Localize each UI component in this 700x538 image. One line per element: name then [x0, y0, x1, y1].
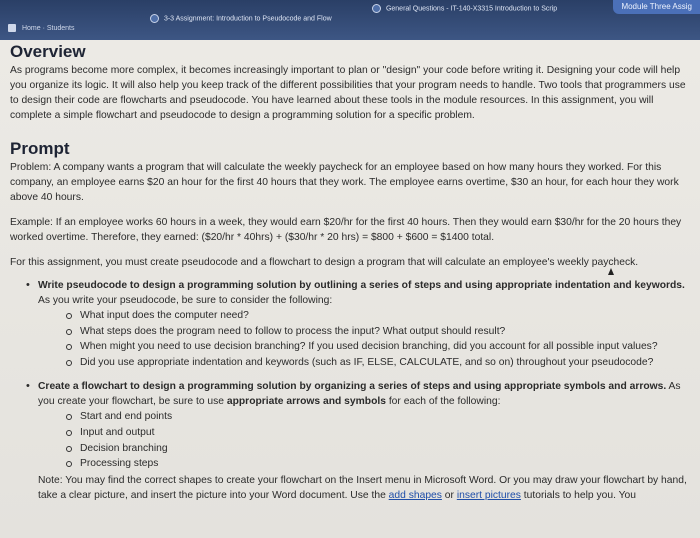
assignment-content [0, 40, 700, 538]
list-item [66, 324, 690, 340]
bullet-icon: • [26, 279, 30, 291]
module-tab-questions[interactable] [372, 4, 557, 13]
bullet-icon: • [26, 380, 30, 393]
task-flowchart-desc: As you create your flowchart, be sure to use [38, 381, 681, 408]
pseudocode-considerations [38, 308, 690, 370]
list-item-text: Input and output [80, 426, 155, 438]
task-flowchart-title: Create a flowchart to design a programming solution by organizing a series of steps and using appropriate symbols and arrows. [38, 381, 667, 393]
list-item [66, 441, 690, 457]
module-tab-assignment[interactable] [150, 14, 332, 23]
example-text: Example: If an employee works 60 hours in a week, they would earn $20/hr for the first 40 hours. Then they would earn $30/hr for the 20 hours they worked overtime. Therefore, they earned: ($20/hr * 40hrs) + ($30/hr * 20 hrs) = $800 + $600 = $1400 total. [10, 217, 682, 243]
list-item [66, 308, 690, 324]
task-flowchart [10, 379, 690, 471]
list-item [66, 456, 690, 472]
note-or: or [441, 489, 457, 501]
note-text-end: tutorials to help you. You [520, 489, 636, 501]
top-navigation-bar [0, 0, 700, 40]
overview-text: As programs become more complex, it becomes increasingly important to plan or "design" your code before writing it. Designing your code will help you organize its logic. It will also help you keep track of the different possibilities that your program needs to handle. Two tools that programmers use to design their code are flowcharts and pseudocode. You have learned about these tools in the module resources. In this assignment, you will complete a simple flowchart and pseudocode to design a programming solution for a specific problem. [10, 65, 686, 121]
breadcrumb-home[interactable]: Home [21, 24, 41, 32]
list-item-text: What steps does the program need to follow to process the input? What output should result? [80, 325, 506, 337]
flowchart-elements [38, 409, 690, 471]
module-tab-assignment-label: 3-3 Assignment: Introduction to Pseudocode and Flow [163, 15, 332, 23]
breadcrumb-separator: · [42, 24, 47, 32]
circle-bullet-icon [66, 360, 72, 366]
circle-bullet-icon [66, 414, 72, 420]
circle-bullet-icon [66, 446, 72, 452]
list-item [66, 425, 690, 441]
circle-bullet-icon [66, 344, 72, 350]
list-item-text: Did you use appropriate indentation and keywords (such as IF, ELSE, CALCULATE, and so on) throughout your pseudocode? [80, 356, 654, 368]
task-pseudocode-desc: As you write your pseudocode, be sure to consider the following: [38, 295, 333, 306]
overview-heading: Overview [10, 42, 86, 61]
list-item-text: What input does the computer need? [80, 310, 249, 321]
task-flowchart-emphasis: appropriate arrows and symbols [226, 396, 386, 408]
circle-bullet-icon [66, 313, 72, 319]
list-item [66, 339, 690, 355]
home-icon[interactable] [8, 24, 16, 32]
list-item-text: Start and end points [80, 411, 173, 423]
list-item-text: Decision branching [80, 442, 168, 454]
insert-pictures-link[interactable]: insert pictures [456, 489, 521, 501]
task-pseudocode-title: Write pseudocode to design a programming solution by outlining a series of steps and using appropriate indentation and keywords. [38, 280, 685, 291]
list-item [66, 355, 690, 371]
flowchart-note [10, 473, 690, 503]
task-pseudocode [10, 278, 690, 370]
circle-bullet-icon [66, 329, 72, 335]
add-shapes-link[interactable]: add shapes [388, 489, 442, 501]
circle-bullet-icon [66, 430, 72, 436]
prompt-heading: Prompt [10, 139, 70, 158]
problem-text: Problem: A company wants a program that will calculate the weekly paycheck for an employee based on how many hours they worked. For this company, an employee earns $20 an hour for the first 40 hours that they work. The employee earns overtime, $30 an hour, for each hour they work above 40 hours. [10, 162, 679, 203]
breadcrumb [8, 24, 75, 32]
list-item [66, 409, 690, 425]
list-item-text: Processing steps [80, 458, 159, 470]
list-item-text: When might you need to use decision branching? If you used decision branching, did you account for all possible input values? [80, 341, 658, 353]
module-tab-questions-label: General Questions - IT-140-X3315 Introduction to Scrip [385, 5, 558, 13]
breadcrumb-students[interactable]: Students [46, 24, 75, 32]
task-flowchart-desc-end: for each of the following: [385, 396, 501, 408]
circle-bullet-icon [66, 461, 72, 467]
module-tab-right[interactable]: Module Three Assig [613, 0, 700, 14]
note-text: Note: You may find the correct shapes to create your flowchart on the Insert menu in Microsoft Word. Or you may draw your flowchart by hand, take a clear picture, and insert the picture into your Word document. Use the [38, 474, 687, 501]
mouse-cursor-icon [608, 268, 614, 275]
discussion-icon [372, 4, 381, 13]
assignment-icon [150, 14, 159, 23]
task-list [10, 278, 690, 472]
assignment-text: For this assignment, you must create pseudocode and a flowchart to design a program that will calculate an employee's weekly paycheck. [10, 257, 639, 268]
